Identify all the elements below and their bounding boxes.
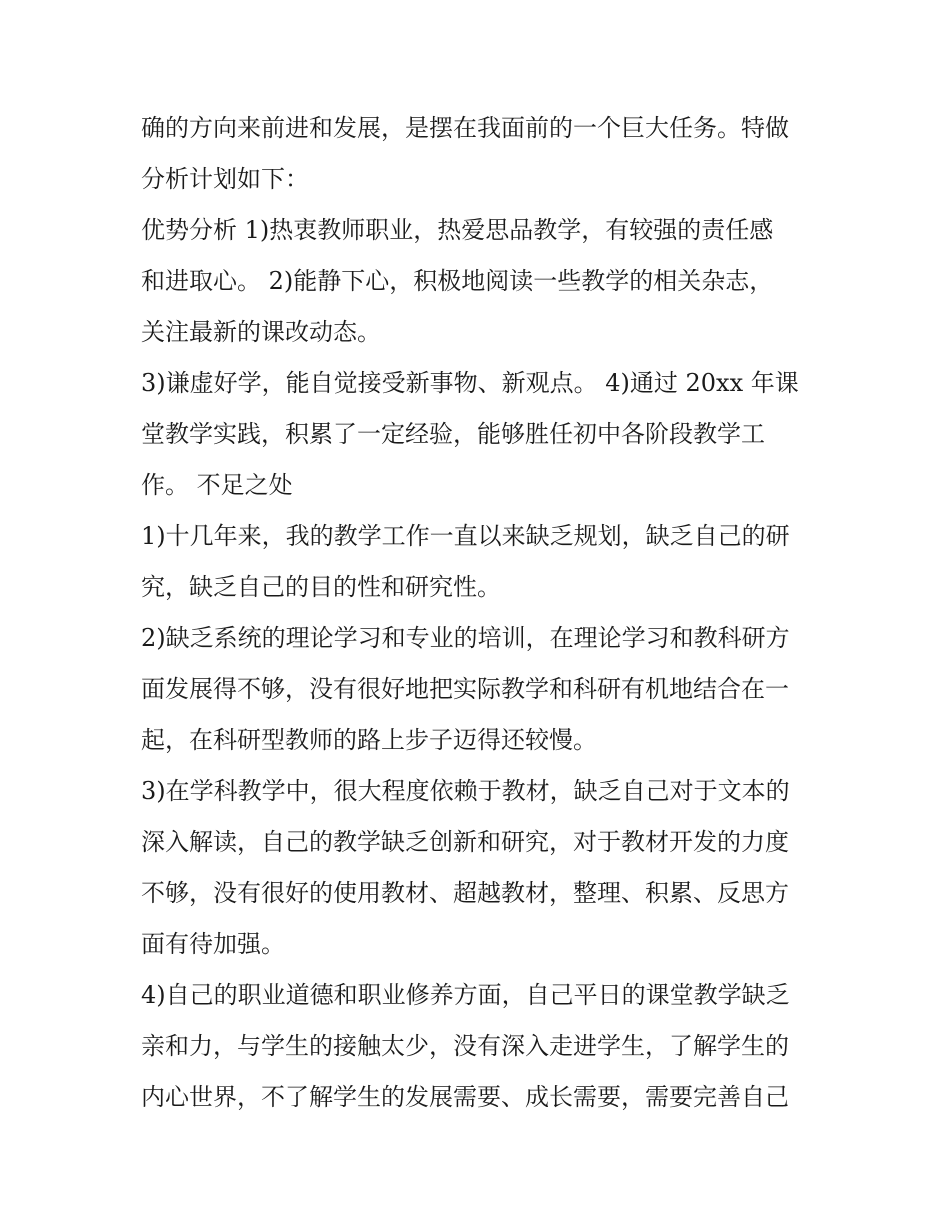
text-line: 亲和力，与学生的接触太少，没有深入走进学生，了解学生的: [141, 1032, 789, 1060]
text-line: 3)谦虚好学，能自觉接受新事物、新观点。 4)通过 20xx 年课: [141, 369, 799, 397]
text-line: 起，在科研型教师的路上步子迈得还较慢。: [141, 726, 597, 754]
document-body: [141, 103, 821, 1123]
text-line: 面有待加强。: [141, 930, 285, 958]
text-line: 关注最新的课改动态。: [141, 318, 381, 346]
text-line: 作。 不足之处: [141, 471, 293, 499]
text-line: 究，缺乏自己的目的性和研究性。: [141, 573, 501, 601]
text-line: 深入解读，自己的教学缺乏创新和研究，对于教材开发的力度: [141, 828, 789, 856]
text-line: 确的方向来前进和发展，是摆在我面前的一个巨大任务。特做: [141, 114, 789, 142]
text-line: 和进取心。 2)能静下心，积极地阅读一些教学的相关杂志，: [141, 267, 774, 295]
text-line: 内心世界，不了解学生的发展需要、成长需要，需要完善自己: [141, 1083, 789, 1111]
text-line: 3)在学科教学中，很大程度依赖于教材，缺乏自己对于文本的: [141, 777, 790, 805]
text-line: 2)缺乏系统的理论学习和专业的培训，在理论学习和教科研方: [141, 624, 790, 652]
text-line: 堂教学实践，积累了一定经验，能够胜任初中各阶段教学工: [141, 420, 765, 448]
text-line: 面发展得不够，没有很好地把实际教学和科研有机地结合在一: [141, 675, 789, 703]
text-line: 4)自己的职业道德和职业修养方面，自己平日的课堂教学缺乏: [141, 981, 790, 1009]
text-line: 优势分析 1)热衷教师职业，热爱思品教学，有较强的责任感: [141, 216, 774, 244]
text-line: 不够，没有很好的使用教材、超越教材，整理、积累、反思方: [141, 879, 789, 907]
text-line: 1)十几年来，我的教学工作一直以来缺乏规划，缺乏自己的研: [141, 522, 790, 550]
text-line: 分析计划如下：: [141, 165, 309, 193]
